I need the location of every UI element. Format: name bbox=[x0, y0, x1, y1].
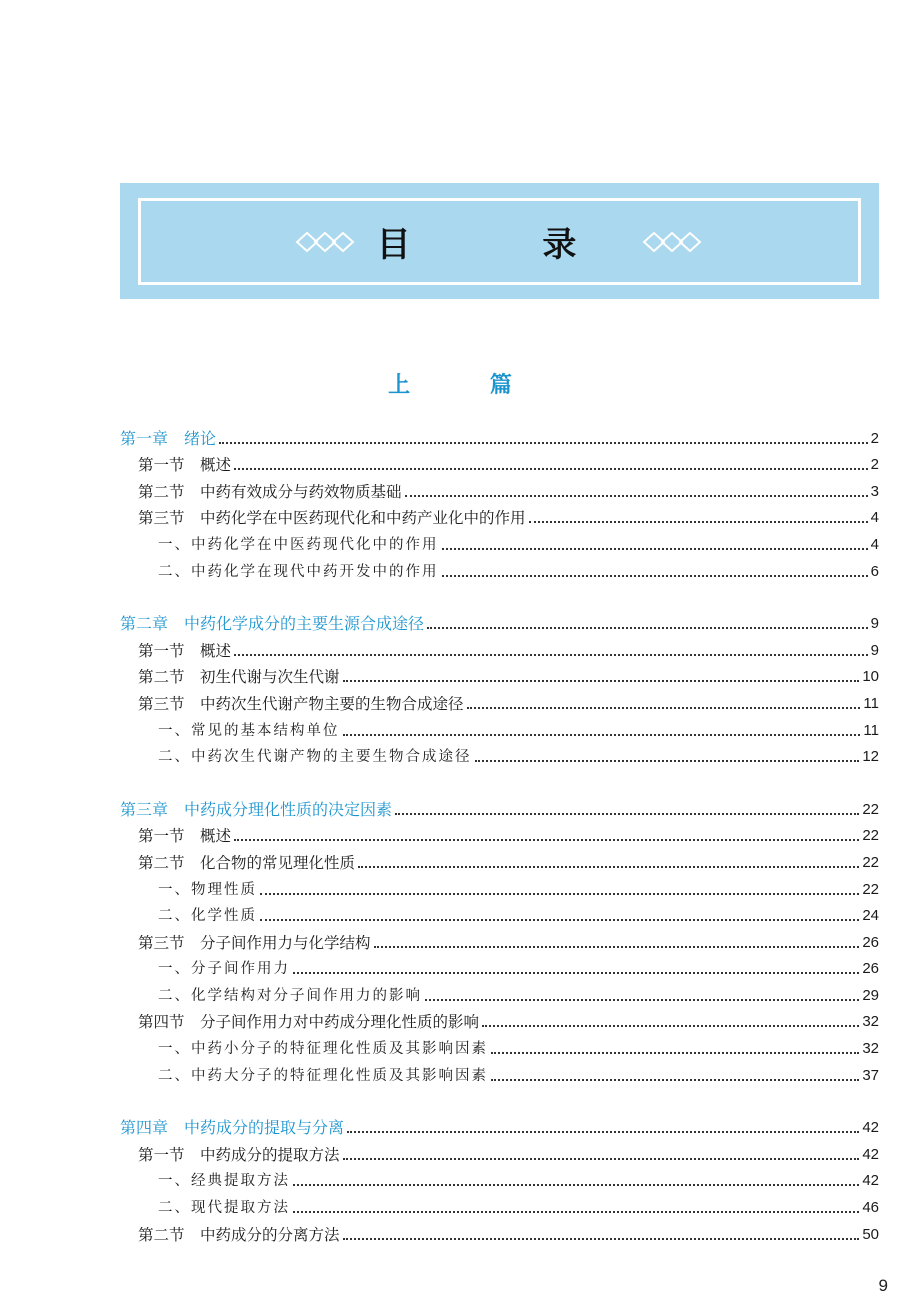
toc-item-row[interactable] bbox=[120, 1165, 879, 1192]
toc-chapter-row[interactable] bbox=[120, 608, 879, 635]
toc-entry-label: 第二节 中药成分的分离方法 bbox=[138, 1225, 340, 1244]
dot-leader bbox=[343, 1158, 860, 1160]
toc-entry-label: 第二节 初生代谢与次生代谢 bbox=[138, 668, 340, 687]
toc-page-number: 9 bbox=[870, 615, 879, 633]
toc-page-number: 32 bbox=[862, 1013, 879, 1031]
toc-item-row[interactable] bbox=[120, 555, 879, 582]
toc-entry-label: 第一章 绪论 bbox=[120, 428, 217, 448]
dot-leader bbox=[343, 680, 860, 682]
diamond-ornament-left-icon bbox=[295, 230, 357, 254]
dot-leader bbox=[343, 1238, 860, 1240]
dot-leader bbox=[491, 1079, 859, 1081]
dot-leader bbox=[425, 999, 859, 1001]
dot-leader bbox=[260, 919, 859, 921]
toc-page-number: 3 bbox=[870, 482, 879, 500]
dot-leader bbox=[442, 548, 868, 550]
toc-page-number: 22 bbox=[862, 800, 879, 818]
toc-entry-label: 第一节 概述 bbox=[138, 456, 232, 475]
toc-page-number: 42 bbox=[862, 1145, 879, 1163]
dot-leader bbox=[475, 760, 860, 762]
toc-entry-label: 二、现代提取方法 bbox=[158, 1200, 290, 1217]
toc-page-number: 11 bbox=[863, 721, 879, 739]
dot-leader bbox=[467, 707, 861, 709]
toc-entry-label: 第四节 分子间作用力对中药成分理化性质的影响 bbox=[138, 1013, 480, 1032]
toc-chapter-row[interactable] bbox=[120, 422, 879, 449]
toc-section-row[interactable] bbox=[120, 449, 879, 476]
toc-page-number: 4 bbox=[870, 509, 879, 527]
toc-page-number: 4 bbox=[870, 535, 879, 553]
toc-item-row[interactable] bbox=[120, 528, 879, 555]
toc-page-number: 42 bbox=[862, 1119, 879, 1137]
page-number: 9 bbox=[878, 1276, 888, 1295]
title-banner bbox=[120, 183, 879, 299]
toc-item-row[interactable] bbox=[120, 714, 879, 741]
dot-leader bbox=[427, 627, 868, 629]
part-heading: 上 篇 bbox=[388, 373, 548, 398]
toc-item-row[interactable] bbox=[120, 1191, 879, 1218]
toc-entry-label: 一、物理性质 bbox=[158, 881, 257, 898]
toc-item-row[interactable] bbox=[120, 953, 879, 980]
toc-entry-label: 第二章 中药化学成分的主要生源合成途径 bbox=[120, 614, 425, 634]
toc-item-row[interactable] bbox=[120, 741, 879, 768]
toc-page-number: 22 bbox=[862, 880, 879, 898]
toc-page-number: 22 bbox=[862, 853, 879, 871]
toc-entry-label: 二、化学结构对分子间作用力的影响 bbox=[158, 987, 422, 1004]
toc-entry-label: 第一节 概述 bbox=[138, 641, 232, 660]
toc-entry-label: 二、化学性质 bbox=[158, 908, 257, 925]
dot-leader bbox=[293, 1211, 859, 1213]
toc-section-row[interactable] bbox=[120, 1006, 879, 1033]
toc-item-row[interactable] bbox=[120, 873, 879, 900]
chapter-gap bbox=[120, 582, 879, 608]
toc-page-number: 29 bbox=[862, 986, 879, 1004]
dot-leader bbox=[395, 813, 859, 815]
toc-item-row[interactable] bbox=[120, 979, 879, 1006]
toc-entry-label: 一、中药小分子的特征理化性质及其影响因素 bbox=[158, 1041, 488, 1058]
toc-entry-label: 第三节 中药次生代谢产物主要的生物合成途径 bbox=[138, 694, 464, 713]
toc-section-row[interactable] bbox=[120, 1218, 879, 1245]
toc-section-row[interactable] bbox=[120, 1138, 879, 1165]
toc-item-row[interactable] bbox=[120, 900, 879, 927]
dot-leader bbox=[219, 442, 868, 444]
toc-entry-label: 第三节 中药化学在中医药现代化和中药产业化中的作用 bbox=[138, 509, 526, 528]
dot-leader bbox=[234, 468, 868, 470]
toc-entry-label: 二、中药大分子的特征理化性质及其影响因素 bbox=[158, 1067, 488, 1084]
dot-leader bbox=[347, 1131, 859, 1133]
toc-section-row[interactable] bbox=[120, 634, 879, 661]
toc-entry-label: 一、中药化学在中医药现代化中的作用 bbox=[158, 536, 439, 553]
toc-page-number: 12 bbox=[862, 748, 879, 766]
toc-entry-label: 第一节 概述 bbox=[138, 827, 232, 846]
toc-section-row[interactable] bbox=[120, 846, 879, 873]
toc-page-number: 46 bbox=[862, 1199, 879, 1217]
title-banner-frame bbox=[138, 198, 861, 285]
toc-page-number: 9 bbox=[870, 641, 879, 659]
toc-page-number: 37 bbox=[862, 1066, 879, 1084]
toc-item-row[interactable] bbox=[120, 1032, 879, 1059]
toc-entry-label: 第二节 中药有效成分与药效物质基础 bbox=[138, 482, 402, 501]
dot-leader bbox=[234, 654, 868, 656]
toc-page-number: 10 bbox=[862, 668, 879, 686]
dot-leader bbox=[491, 1052, 859, 1054]
toc-entry-label: 一、经典提取方法 bbox=[158, 1173, 290, 1190]
toc-item-row[interactable] bbox=[120, 1059, 879, 1086]
title-group bbox=[295, 217, 705, 266]
dot-leader bbox=[374, 946, 860, 948]
toc-page-number: 2 bbox=[870, 456, 879, 474]
toc-chapter-row[interactable] bbox=[120, 1112, 879, 1139]
diamond-ornament-right-icon bbox=[642, 230, 704, 254]
dot-leader bbox=[442, 575, 868, 577]
dot-leader bbox=[234, 839, 859, 841]
toc-entry-label: 第三节 分子间作用力与化学结构 bbox=[138, 933, 371, 952]
toc-page-number: 50 bbox=[862, 1225, 879, 1243]
dot-leader bbox=[529, 521, 868, 523]
toc-page-number: 6 bbox=[870, 562, 879, 580]
dot-leader bbox=[293, 972, 859, 974]
dot-leader bbox=[293, 1184, 859, 1186]
toc-entry-label: 二、中药化学在现代中药开发中的作用 bbox=[158, 563, 439, 580]
table-of-contents bbox=[120, 422, 879, 1245]
toc-page-number: 42 bbox=[862, 1172, 879, 1190]
toc-entry-label: 一、分子间作用力 bbox=[158, 961, 290, 978]
toc-entry-label: 第一节 中药成分的提取方法 bbox=[138, 1145, 340, 1164]
dot-leader bbox=[405, 495, 868, 497]
chapter-gap bbox=[120, 767, 879, 793]
toc-page-number: 2 bbox=[870, 429, 879, 447]
toc-section-row[interactable] bbox=[120, 926, 879, 953]
toc-section-row[interactable] bbox=[120, 687, 879, 714]
toc-page-number: 22 bbox=[862, 827, 879, 845]
dot-leader bbox=[358, 866, 859, 868]
toc-chapter-row[interactable] bbox=[120, 793, 879, 820]
toc-entry-label: 第三章 中药成分理化性质的决定因素 bbox=[120, 799, 393, 819]
toc-section-row[interactable] bbox=[120, 502, 879, 529]
toc-section-row[interactable] bbox=[120, 661, 879, 688]
toc-page-number: 26 bbox=[862, 933, 879, 951]
toc-section-row[interactable] bbox=[120, 475, 879, 502]
chapter-gap bbox=[120, 1086, 879, 1112]
toc-entry-label: 二、中药次生代谢产物的主要生物合成途径 bbox=[158, 749, 472, 766]
toc-page-number: 32 bbox=[862, 1040, 879, 1058]
toc-section-row[interactable] bbox=[120, 820, 879, 847]
page-title: 目 录 bbox=[376, 225, 637, 265]
dot-leader bbox=[260, 893, 859, 895]
toc-entry-label: 第四章 中药成分的提取与分离 bbox=[120, 1118, 345, 1138]
toc-page-number: 11 bbox=[863, 694, 879, 712]
dot-leader bbox=[343, 734, 861, 736]
toc-entry-label: 一、常见的基本结构单位 bbox=[158, 722, 340, 739]
dot-leader bbox=[482, 1025, 859, 1027]
toc-page-number: 24 bbox=[862, 907, 879, 925]
toc-page-number: 26 bbox=[862, 960, 879, 978]
toc-entry-label: 第二节 化合物的常见理化性质 bbox=[138, 853, 356, 872]
